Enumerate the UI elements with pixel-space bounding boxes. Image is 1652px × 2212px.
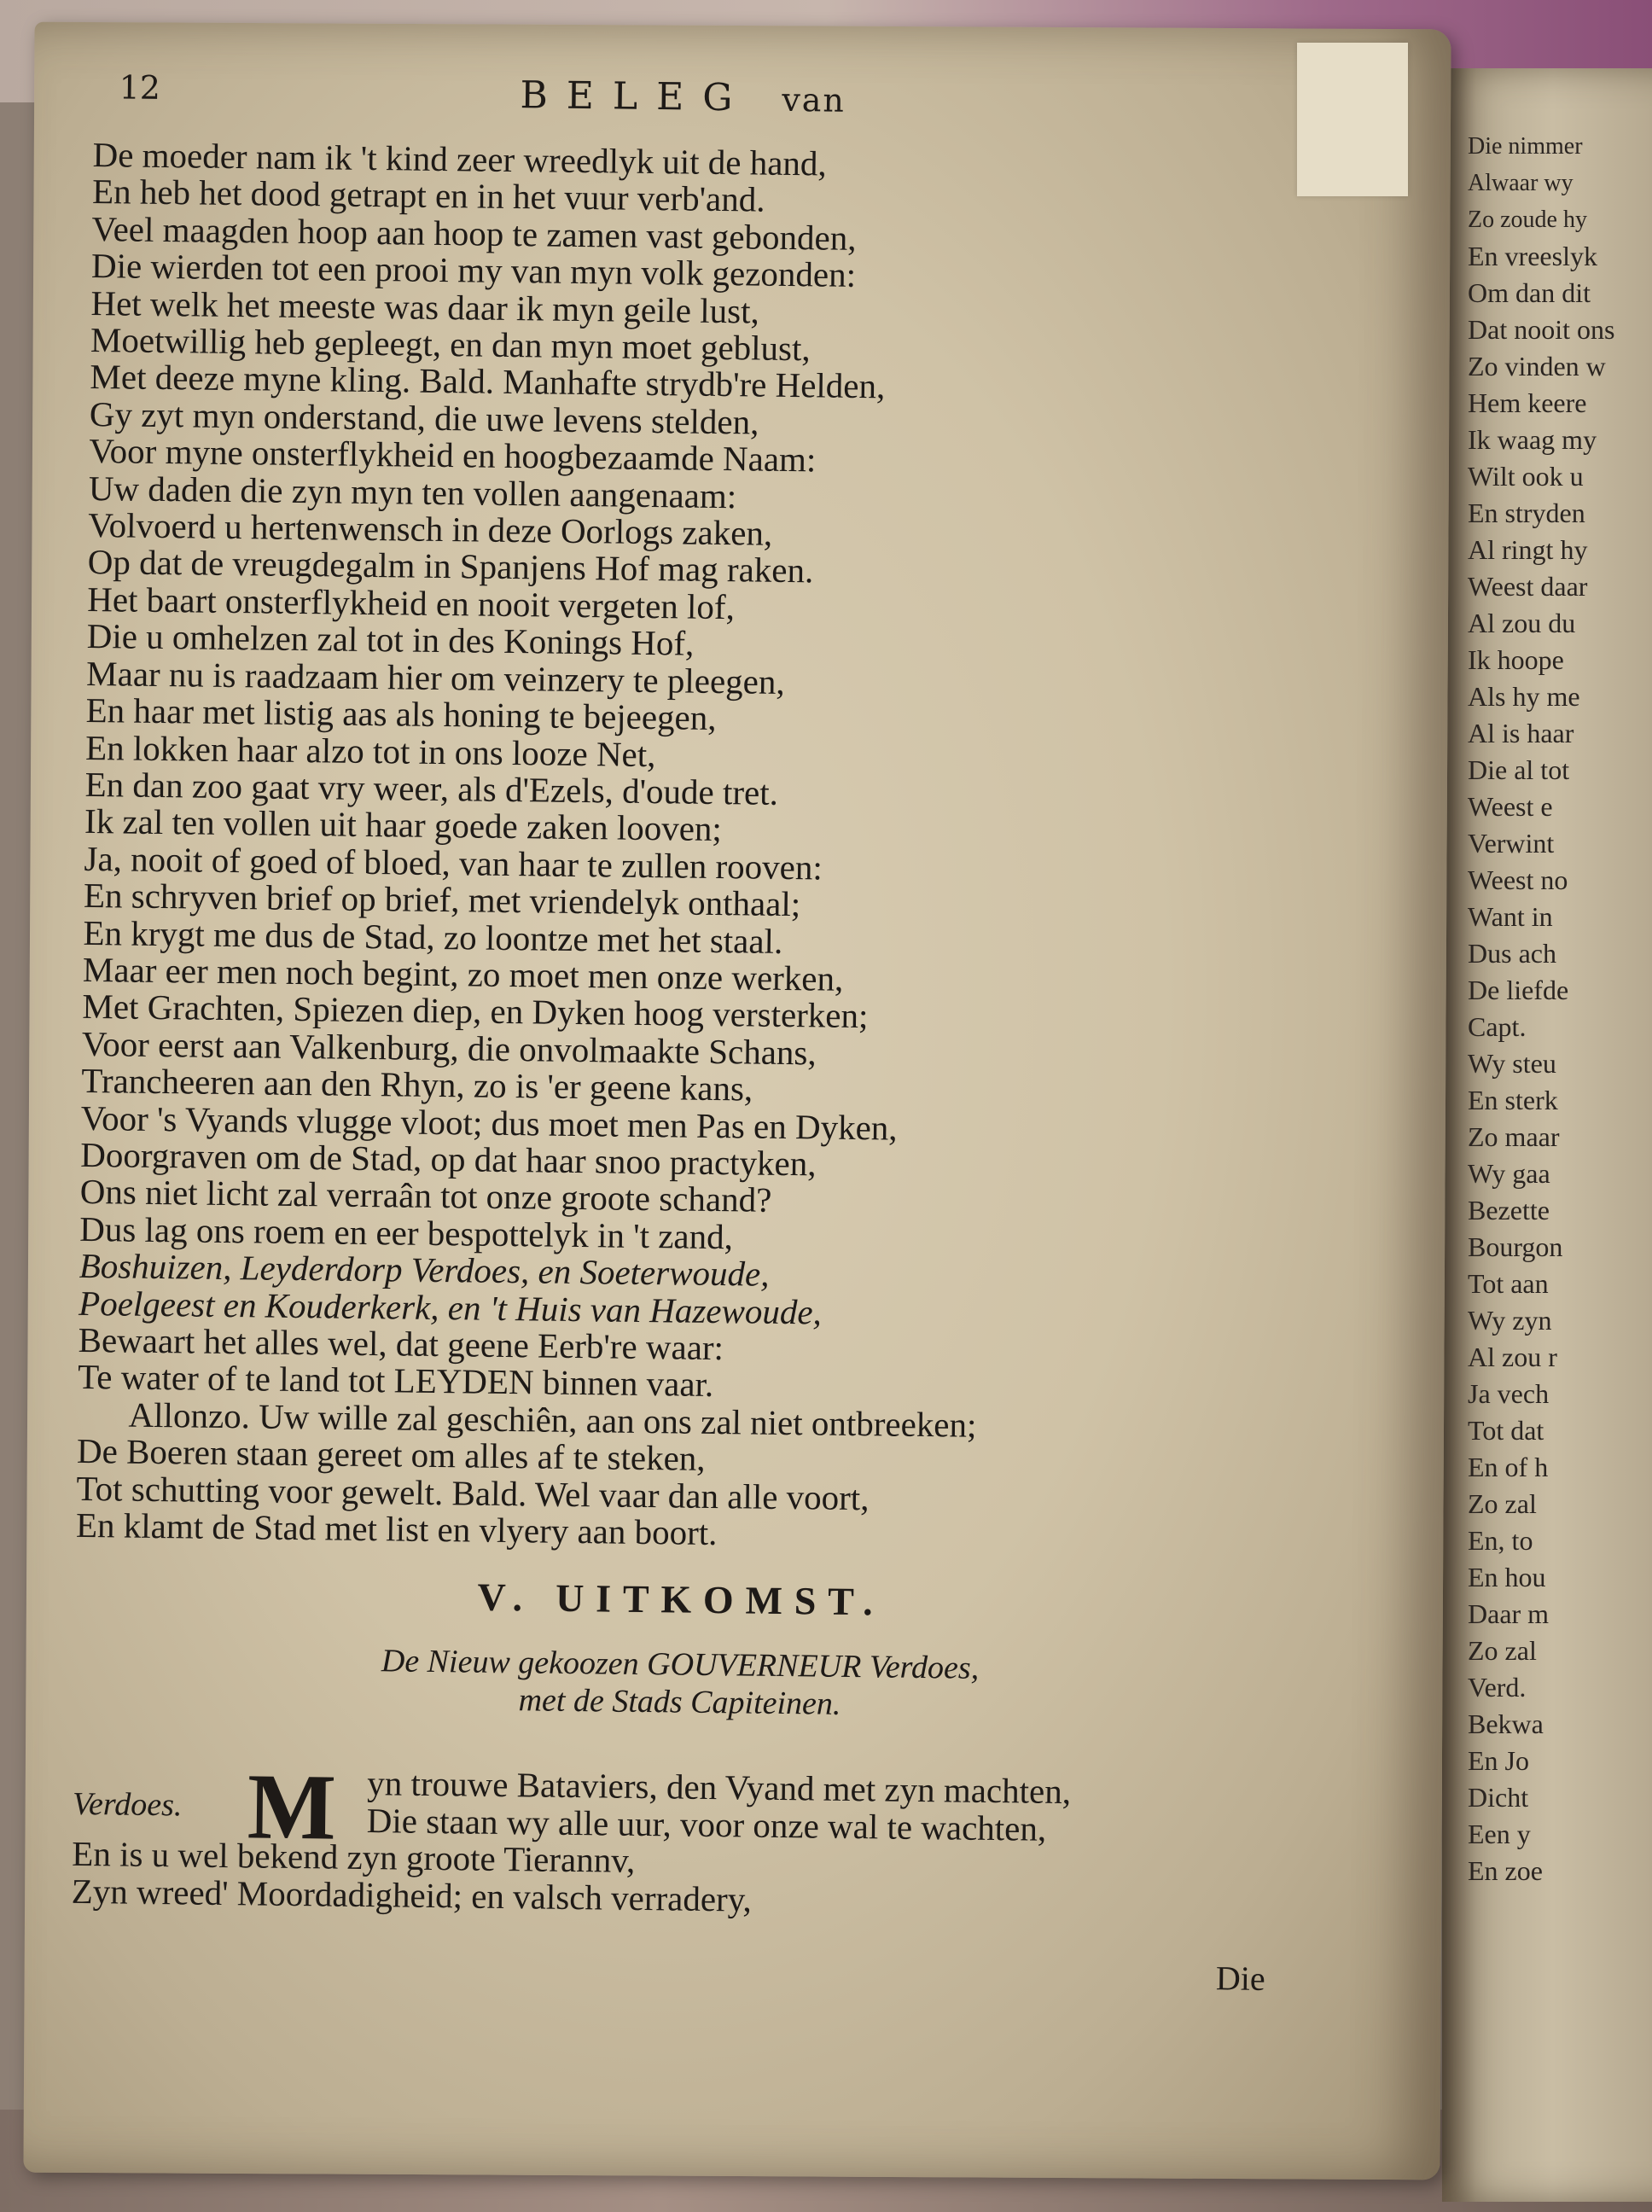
right-page-line: Weest no bbox=[1468, 864, 1568, 895]
page-number: 12 bbox=[119, 68, 161, 107]
right-page-line: Dat nooit ons bbox=[1468, 314, 1615, 345]
right-page-line: Wy zyn bbox=[1468, 1305, 1552, 1336]
right-page-text bbox=[1468, 128, 1614, 1889]
right-page-line: Ja vech bbox=[1468, 1378, 1550, 1409]
speech-line-2: Die staan wy alle uur, voor onze wal te wachten, bbox=[366, 1800, 1047, 1848]
verse-line: En schryven brief op brief, met vriendelyk onthaal; bbox=[83, 876, 801, 924]
right-page-line: Al is haar bbox=[1468, 718, 1574, 748]
verse-line: Doorgraven om de Stad, op dat haar snoo practyken, bbox=[80, 1134, 817, 1184]
verse-line: Allonzo. Uw wille zal geschiên, aan ons zal niet ontbreeken; bbox=[128, 1394, 977, 1445]
right-page-line: Bourgon bbox=[1468, 1231, 1563, 1262]
verse-line: Boshuizen, Leyderdorp Verdoes, en Soeterwoude, bbox=[79, 1246, 770, 1294]
page-text bbox=[70, 60, 1305, 1999]
verse-block bbox=[75, 134, 1305, 1559]
right-page-line: En Jo bbox=[1468, 1745, 1529, 1776]
right-page-line: Zo zal bbox=[1468, 1635, 1537, 1666]
right-page-line: Die nimmer bbox=[1468, 133, 1583, 160]
drop-cap: M bbox=[247, 1754, 337, 1860]
right-page-line: Hem keere bbox=[1468, 387, 1587, 418]
right-page-line: Weest e bbox=[1468, 791, 1553, 822]
right-page-line: Capt. bbox=[1468, 1011, 1527, 1042]
right-page-line: Verwint bbox=[1468, 828, 1555, 859]
right-page-line: Wy gaa bbox=[1468, 1158, 1550, 1189]
right-page-line: Wy steu bbox=[1468, 1048, 1556, 1079]
running-head-suffix: van bbox=[782, 80, 846, 119]
verse-line: Op dat de vreugdegalm in Spanjens Hof mag raken. bbox=[87, 542, 814, 591]
right-page-line: Bezette bbox=[1468, 1195, 1550, 1225]
section-subtitle-2: met de Stads Capiteinen. bbox=[518, 1682, 841, 1723]
right-page-line: En, to bbox=[1468, 1525, 1533, 1556]
verse-line: Met deeze myne kling. Bald. Manhafte strydb're Helden, bbox=[90, 357, 886, 406]
right-page-line: Een y bbox=[1468, 1819, 1531, 1849]
verse-line: De moeder nam ik 't kind zeer wreedlyk uit de hand, bbox=[92, 134, 827, 183]
verse-line: Tot schutting voor gewelt. Bald. Wel vaar dan alle voort, bbox=[76, 1468, 870, 1517]
right-page-line: Alwaar wy bbox=[1468, 170, 1573, 196]
right-page bbox=[1442, 68, 1652, 2202]
right-page-line: Want in bbox=[1468, 901, 1553, 932]
speech-line-4: Zyn wreed' Moordadigheid; en valsch verradery, bbox=[71, 1871, 753, 1919]
verse-line: Maar nu is raadzaam hier om veinzery te pleegen, bbox=[85, 653, 785, 701]
verse-line: Trancheeren aan den Rhyn, zo is 'er geene kans, bbox=[81, 1061, 753, 1109]
right-page-line: Dicht bbox=[1468, 1782, 1529, 1813]
right-page-line: En zoe bbox=[1468, 1855, 1543, 1886]
page-header bbox=[93, 60, 1306, 151]
verse-line: Maar eer men noch begint, zo moet men onze werken, bbox=[82, 949, 844, 998]
right-page-line: En stryden bbox=[1468, 498, 1585, 528]
right-page-line: Dus ach bbox=[1468, 938, 1556, 969]
right-page-line: Zo maar bbox=[1468, 1121, 1560, 1152]
verse-line: Die wierden tot een prooi my van myn volk gezonden: bbox=[90, 246, 857, 295]
paper-tab bbox=[1297, 43, 1408, 196]
right-page-line: En of h bbox=[1468, 1452, 1549, 1482]
right-page-line: Zo zoude hy bbox=[1468, 207, 1587, 233]
right-page-line: Verd. bbox=[1468, 1672, 1527, 1703]
verse-line: Ik zal ten vollen uit haar goede zaken looven; bbox=[84, 801, 723, 849]
section-subtitle-1: De Nieuw gekoozen GOUVERNEUR Verdoes, bbox=[381, 1643, 980, 1687]
right-page-line: Wilt ook u bbox=[1468, 461, 1584, 492]
verse-line: Poelgeest en Kouderkerk, en 't Huis van Hazewoude, bbox=[78, 1283, 823, 1332]
right-page-line: Om dan dit bbox=[1468, 277, 1591, 308]
verse-line: En haar met listig aas als honing te bejeegen, bbox=[85, 690, 717, 738]
verse-line: Dus lag ons roem en eer bespottelyk in 't zand, bbox=[79, 1208, 734, 1257]
verse-line: Uw daden die zyn myn ten vollen aangenaam: bbox=[88, 468, 737, 515]
right-page-line: Daar m bbox=[1468, 1598, 1550, 1629]
right-page-line: Tot aan bbox=[1468, 1268, 1549, 1299]
right-page-line: Bekwa bbox=[1468, 1708, 1544, 1739]
verse-line: Moetwillig heb gepleegt, en dan myn moet geblust, bbox=[90, 320, 811, 369]
running-head-title: BELEG bbox=[520, 73, 752, 120]
right-page-line: Ik hoope bbox=[1468, 644, 1564, 675]
verse-line: De Boeren staan gereet om alles af te steken, bbox=[76, 1431, 706, 1479]
speech-block bbox=[71, 1754, 1285, 1924]
right-page-line: Al zou r bbox=[1468, 1342, 1557, 1372]
verse-line: Gy zyt myn onderstand, die uwe levens stelden, bbox=[89, 393, 759, 442]
right-page-line: En hou bbox=[1468, 1562, 1546, 1592]
verse-line: En heb het dood getrapt en in het vuur verb'and. bbox=[91, 172, 765, 220]
verse-line: Met Grachten, Spiezen diep, en Dyken hoog versterken; bbox=[82, 987, 869, 1036]
running-head bbox=[520, 73, 846, 121]
speech-line-3: En is u wel bekend zyn groote Tierannv, bbox=[72, 1834, 636, 1881]
verse-line: Voor eerst aan Valkenburg, die onvolmaakte Schans, bbox=[81, 1023, 817, 1073]
right-page-line: Weest daar bbox=[1468, 571, 1588, 602]
verse-line: Ja, nooit of goed of bloed, van haar te zullen rooven: bbox=[84, 838, 823, 888]
verse-line: Voor 's Vyands vlugge vloot; dus moet men Pas en Dyken, bbox=[80, 1097, 898, 1148]
verse-line: En klamt de Stad met list en vlyery aan boort. bbox=[75, 1505, 718, 1553]
verse-line: En lokken haar alzo tot in ons looze Net, bbox=[84, 727, 656, 774]
right-page-line: Die al tot bbox=[1468, 754, 1570, 785]
right-page-line: Tot dat bbox=[1468, 1415, 1544, 1446]
verse-line: Het baart onsterflykheid en nooit vergeten lof, bbox=[86, 579, 736, 627]
verse-line: Te water of te land tot LEYDEN binnen vaar. bbox=[77, 1357, 714, 1405]
verse-line: Die u omhelzen zal tot in des Konings Hof, bbox=[86, 616, 695, 663]
right-page-line: Ik waag my bbox=[1468, 424, 1597, 455]
verse-line: Voor myne onsterflykheid en hoogbezaamde Naam: bbox=[89, 431, 817, 480]
right-page-line: Als hy me bbox=[1468, 681, 1580, 712]
right-page-line: Zo vinden w bbox=[1468, 351, 1606, 381]
section-title: V. UITKOMST. bbox=[477, 1575, 885, 1624]
verse-line: En dan zoo gaat vry weer, als d'Ezels, d'oude tret. bbox=[84, 764, 779, 812]
right-page-line: Al ringt hy bbox=[1468, 534, 1588, 565]
verse-line: Bewaart het alles wel, dat geene Eerb're waar: bbox=[78, 1319, 724, 1368]
verse-line: Het welk het meeste was daar ik myn geile lust, bbox=[90, 282, 760, 331]
verse-line: Volvoerd u hertenwensch in deze Oorlogs zaken, bbox=[88, 505, 773, 553]
verse-line: Veel maagden hoop aan hoop te zamen vast gebonden, bbox=[91, 208, 857, 258]
speaker-name: Verdoes. bbox=[72, 1786, 183, 1824]
speech-line-1: yn trouwe Bataviers, den Vyand met zyn machten, bbox=[367, 1763, 1072, 1812]
right-page-line: En sterk bbox=[1468, 1085, 1558, 1115]
right-page-line: En vreeslyk bbox=[1468, 241, 1597, 271]
verse-line: En krygt me dus de Stad, zo loontze met het staal. bbox=[83, 912, 783, 961]
catchword: Die bbox=[1215, 1959, 1265, 1998]
verse-line: Ons niet licht zal verraân tot onze groote schand? bbox=[79, 1172, 772, 1220]
right-page-line: Al zou du bbox=[1468, 608, 1576, 638]
right-page-line: Zo zal bbox=[1468, 1488, 1537, 1519]
right-page-line: De liefde bbox=[1468, 975, 1569, 1005]
